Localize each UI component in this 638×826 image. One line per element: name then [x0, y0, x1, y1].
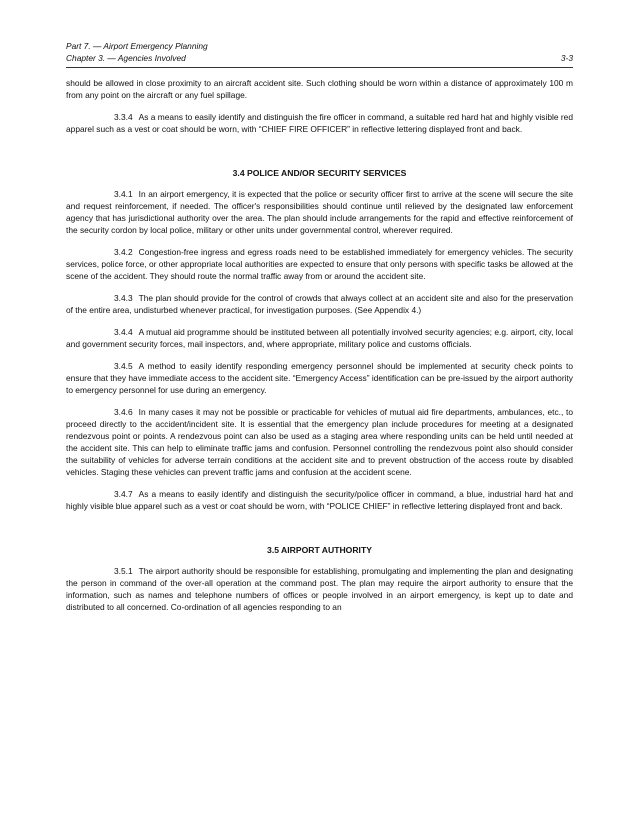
- paragraph-3-4-1: [66, 188, 573, 236]
- paragraph-text: A method to easily identify responding emergency personnel should be implemented at security check points to ensure that they have immediate access to the accident site. “Emergency Access” identification can be pre-issued by the airport authority to emergency personnel for use during an emergency.: [66, 361, 573, 395]
- paragraph-3-5-1: [66, 565, 573, 613]
- page-number: 3-3: [560, 53, 573, 63]
- header-chapter: Chapter 3. — Agencies Involved: [66, 53, 186, 63]
- paragraph-text: The plan should provide for the control of crowds that always collect at an accident site and also for the preservation of the entire area, undisturbed whenever practical, for investigation purposes. (See Appendix 4.): [66, 293, 573, 315]
- paragraph-number: 3.4.6: [114, 407, 133, 417]
- section-heading-3-5: 3.5 AIRPORT AUTHORITY: [267, 545, 372, 555]
- paragraph-text: As a means to easily identify and distinguish the fire officer in command, a suitable red hard hat and highly visible red apparel such as a vest or coat should be worn, with “CHIEF FIRE OFFICER” in reflective lettering displayed front and back.: [66, 112, 573, 134]
- paragraph-text: A mutual aid programme should be instituted between all potentially involved security agencies; e.g. airport, city, local and government security forces, mail inspectors, and, where appropriate, military police and customs officials.: [66, 327, 573, 349]
- header-part: Part 7. — Airport Emergency Planning: [66, 41, 208, 51]
- paragraph-number: 3.4.5: [114, 361, 133, 371]
- document-page: [66, 40, 573, 623]
- paragraph-number: 3.4.4: [114, 327, 133, 337]
- paragraph-3-3-4: [66, 111, 573, 135]
- paragraph-number: 3.4.2: [114, 247, 133, 257]
- paragraph-3-4-7: [66, 488, 573, 512]
- paragraph-3-4-4: [66, 326, 573, 350]
- paragraph-3-4-5: [66, 360, 573, 396]
- header-rule: [66, 67, 573, 68]
- paragraph-text: Congestion-free ingress and egress roads need to be established immediately for emergency vehicles. The security services, police force, or other appropriate local authorities are expected to ensure that only persons with specific tasks be allowed at the scene of the accident. They should route the normal traffic away from or around the accident site.: [66, 247, 573, 281]
- paragraph-number: 3.4.1: [114, 189, 133, 199]
- paragraph-continued: should be allowed in close proximity to an aircraft accident site. Such clothing should be worn within a distance of approximately 100 m from any point on the aircraft or any fuel spillage.: [66, 78, 573, 100]
- paragraph-number: 3.3.4: [114, 112, 133, 122]
- paragraph-text: In many cases it may not be possible or practicable for vehicles of mutual aid fire departments, ambulances, etc., to proceed directly to the accident/incident site. It is essential that the emergency plan include procedures for meeting at a designated rendezvous point or points. A rendezvous point can also be used as a staging area where responding units can be held until needed at the accident site. This can help to eliminate traffic jams and confusion. Personnel controlling the rendezvous point also should consider the suitability of vehicles for adverse terrain conditions at the accident site and to prevent obstruction of the access route by disabled vehicles. Staging these vehicles can prevent traffic jams and confusion at the accident scene.: [66, 407, 573, 477]
- paragraph-3-4-3: [66, 292, 573, 316]
- paragraph-number: 3.4.3: [114, 293, 133, 303]
- paragraph-number: 3.4.7: [114, 489, 133, 499]
- paragraph-text: As a means to easily identify and distinguish the security/police officer in command, a blue, industrial hard hat and highly visible blue apparel such as a vest or coat should be worn, with “POLICE CHIEF” in reflective lettering displayed front and back.: [66, 489, 573, 511]
- paragraph-text: The airport authority should be responsible for establishing, promulgating and implementing the plan and designating the person in command of the over-all operation at the command post. The plan may require the airport authority to ensure that the information, such as names and telephone numbers of offices or people involved in an airport emergency, is kept up to date and distributed to all concerned. Co-ordination of all agencies responding to an: [66, 566, 573, 612]
- paragraph-text: In an airport emergency, it is expected that the police or security officer first to arrive at the scene will secure the site and request reinforcement, if needed. The officer's responsibilities should continue until relieved by the designated law enforcement agency that has jurisdictional authority over the area. The plan should include arrangements for the rapid and effective reinforcement of the security cordon by local police, military or other units under governmental control, wherever required.: [66, 189, 573, 235]
- section-heading-3-4: 3.4 POLICE AND/OR SECURITY SERVICES: [232, 168, 407, 178]
- paragraph-number: 3.5.1: [114, 566, 133, 576]
- paragraph-3-4-2: [66, 246, 573, 282]
- running-header: [66, 40, 573, 64]
- paragraph-3-4-6: [66, 406, 573, 478]
